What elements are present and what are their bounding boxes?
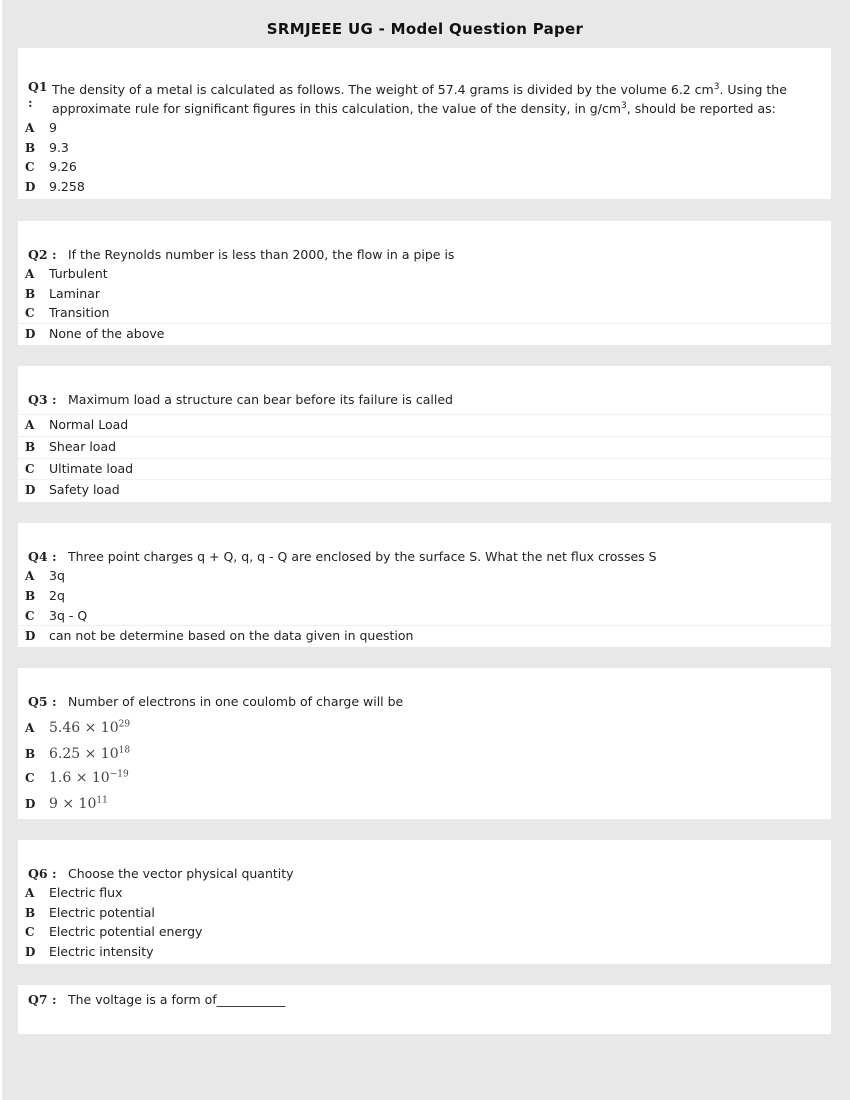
question-card-q7 [18,985,831,1034]
question-text: If the Reynolds number is less than 2000, the flow in a pipe is [68,247,455,262]
option-a[interactable]: A Electric flux [25,885,123,900]
question-text: The voltage is a form of___________ [68,992,286,1007]
option-a[interactable]: A Turbulent [25,266,108,281]
question-text: Number of electrons in one coulomb of charge will be [68,694,404,709]
option-c[interactable]: C 3q - Q [25,608,88,623]
question-card-q3 [18,366,831,502]
option-b[interactable]: B Electric potential [25,905,155,920]
question-number: Q4 : [28,549,57,564]
page-edge [0,0,2,1100]
option-c[interactable]: C 9.26 [25,159,77,174]
question-number: Q1 : [28,79,48,110]
question-number: Q5 : [28,694,57,709]
option-b[interactable]: B 9.3 [25,140,69,155]
option-b[interactable]: B 2q [25,588,65,603]
option-d[interactable]: D None of the above [18,323,831,344]
option-a[interactable]: A 3q [25,568,65,583]
option-d[interactable]: D Electric intensity [25,944,154,959]
question-card-q5 [18,668,831,819]
option-a[interactable]: A $5.46 \times 10^{29}$ [25,719,131,736]
question-number: Q6 : [28,866,57,881]
question-number: Q2 : [28,247,57,262]
option-d[interactable]: D $9 \times 10^{11}$ [25,795,108,812]
option-b[interactable]: B Shear load [18,436,831,457]
question-card-q2 [18,221,831,345]
question-text: Three point charges q + Q, q, q - Q are enclosed by the surface S. What the net flux crosses S [68,549,657,564]
option-b[interactable]: B Laminar [25,286,100,301]
option-d[interactable]: D can not be determine based on the data given in question [18,625,831,646]
question-text: Choose the vector physical quantity [68,866,294,881]
option-c[interactable]: C Electric potential energy [25,924,203,939]
option-a[interactable]: A 9 [25,120,57,135]
question-card-q1: Q1 : The density of a metal is calculated as follows. The weight of 57.4 grams is divided by the volume 6.2 $cm^3$. Using the approximate rule for significant figures in this calculation, the value of the density, in $g/cm^3$, should be reported as: A 9 B 9.3 C 9.26 D 9.258 [18,48,831,199]
option-d[interactable]: D 9.258 [25,179,85,194]
page-title: SRMJEEE UG - Model Question Paper [266,20,584,38]
question-number: Q7 : [28,992,57,1007]
option-d[interactable]: D Safety load [18,479,831,500]
question-text: Maximum load a structure can bear before its failure is called [68,392,453,407]
question-number: Q3 : [28,392,57,407]
option-b[interactable]: B $6.25 \times 10^{18}$ [25,745,131,762]
option-a[interactable]: A Normal Load [18,414,831,435]
option-c[interactable]: C $1.6 \times 10^{-19}$ [25,769,129,786]
option-c[interactable]: C Transition [25,305,110,320]
option-c[interactable]: C Ultimate load [18,458,831,479]
question-card-q6 [18,840,831,964]
question-card-q4 [18,523,831,647]
